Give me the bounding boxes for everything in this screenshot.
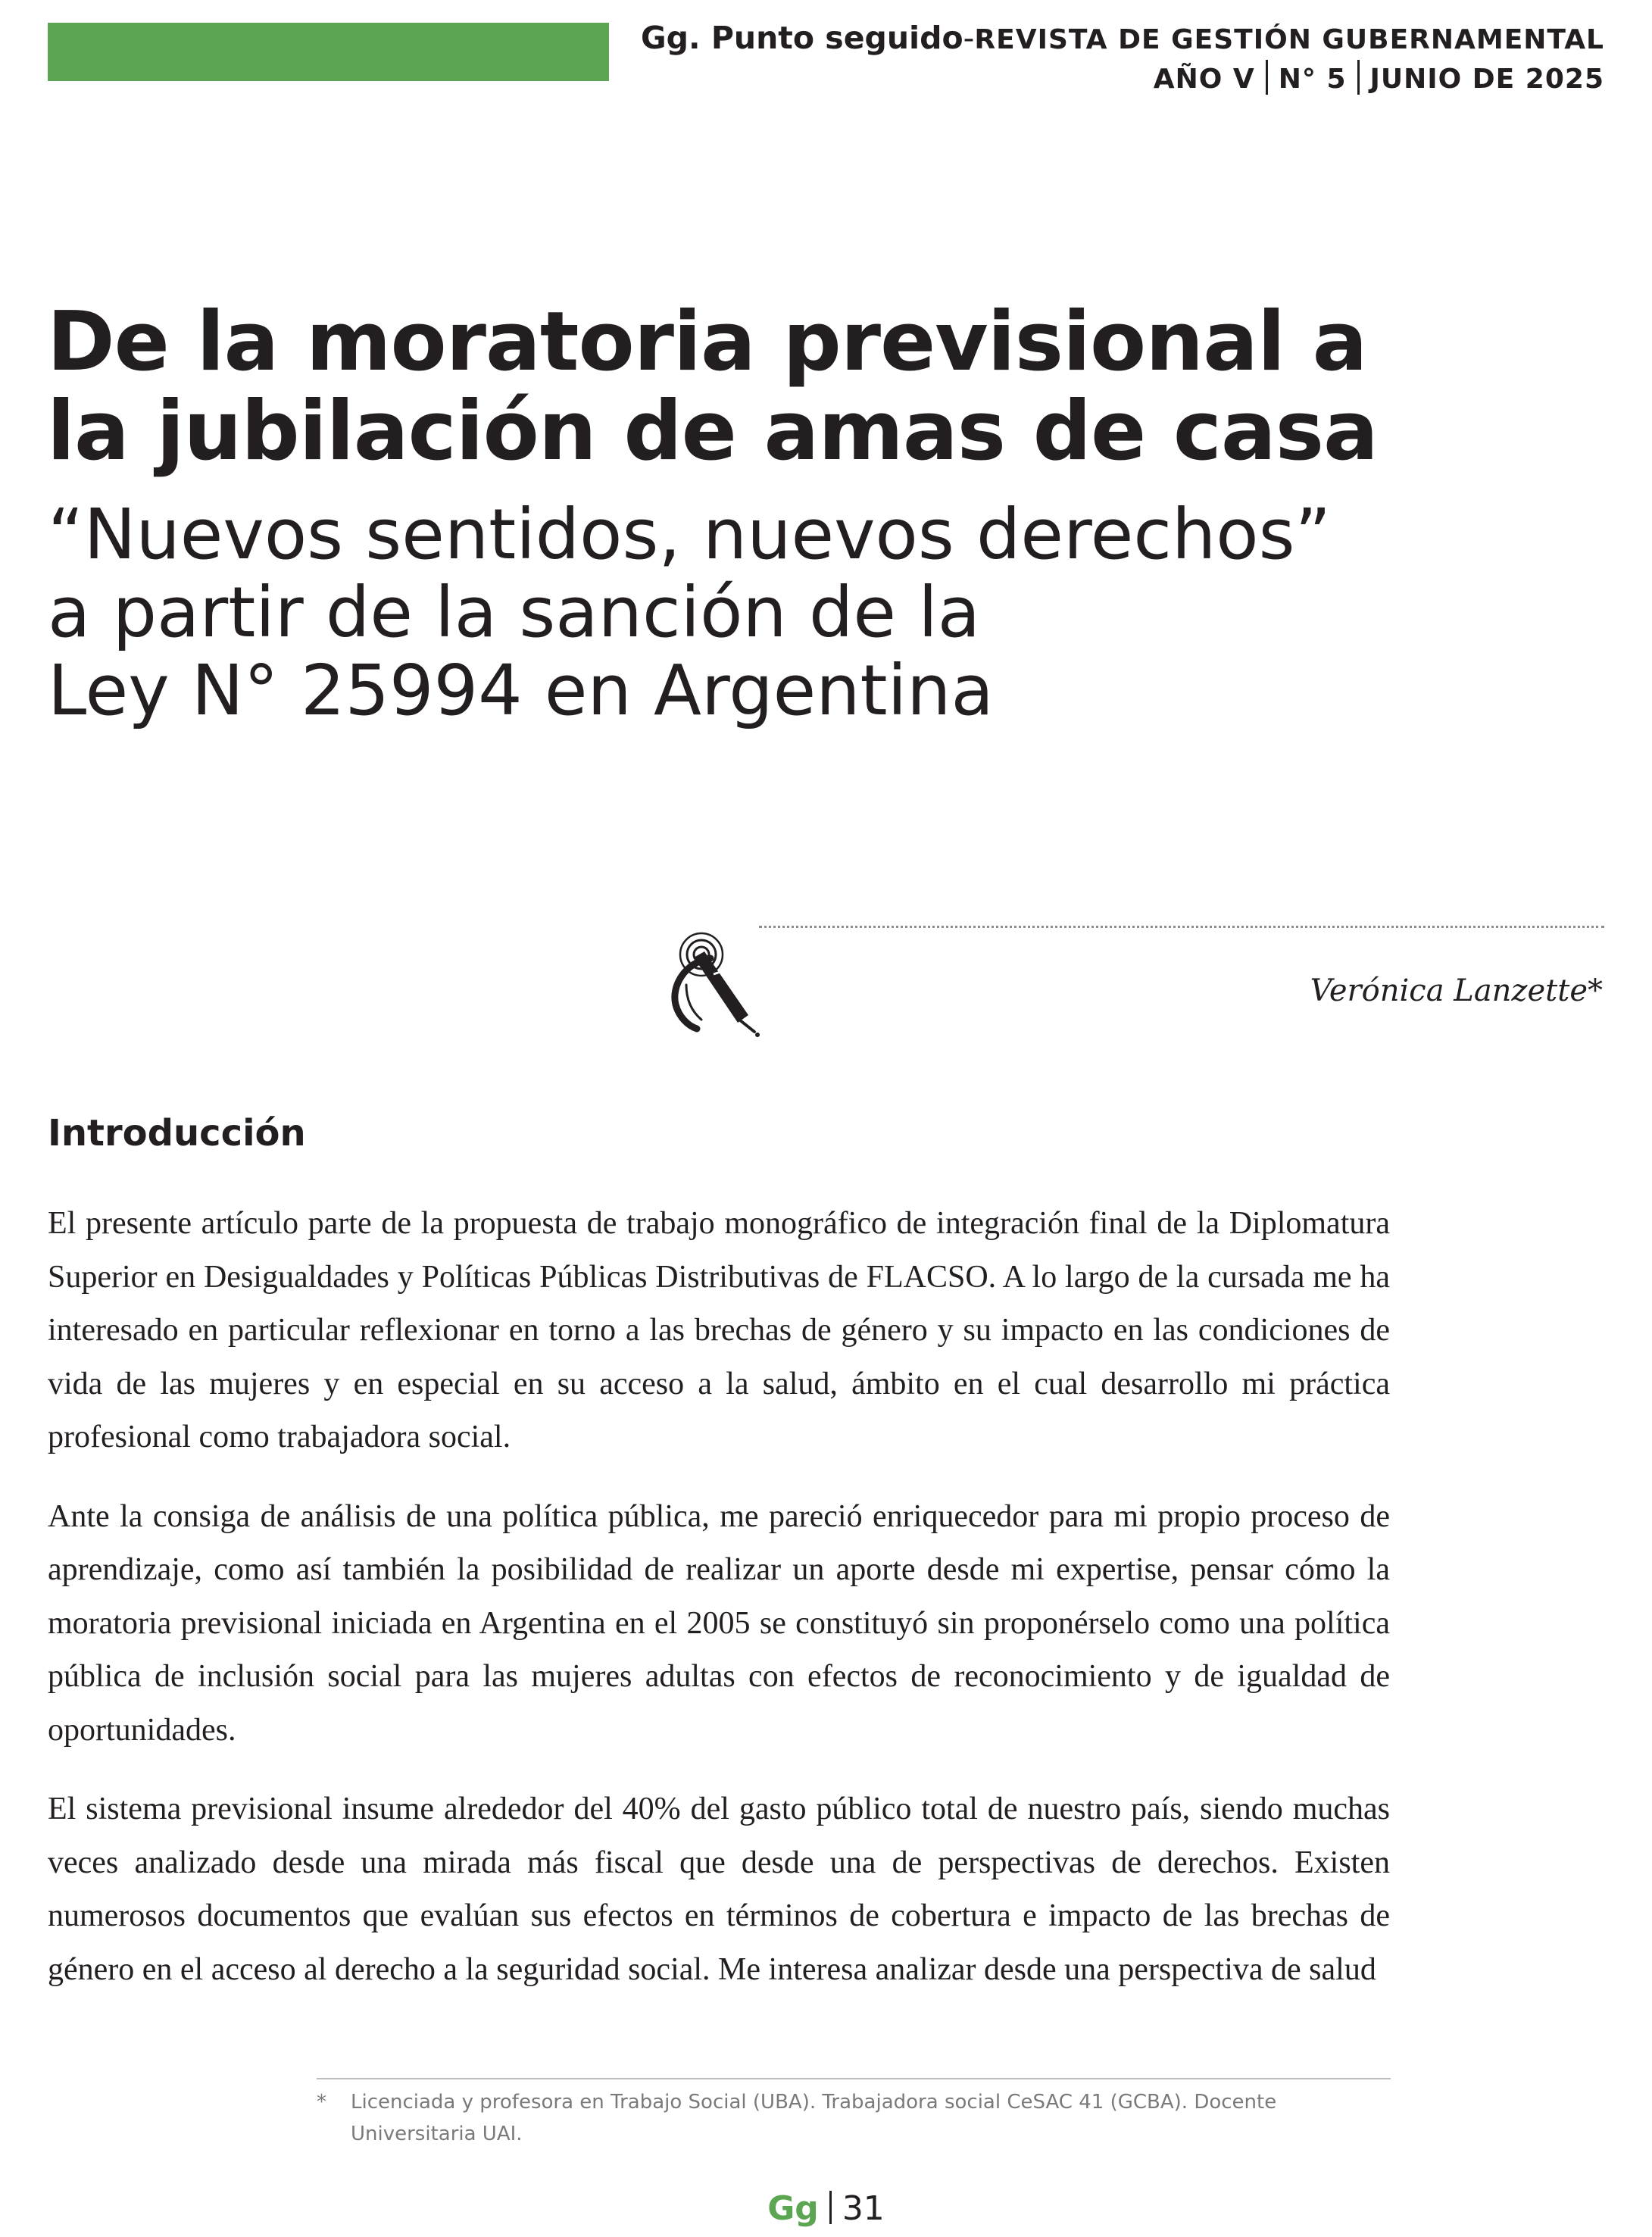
- footer-logo: Gg: [767, 2189, 819, 2228]
- header-separator: -: [963, 20, 975, 56]
- footnote-text: Licenciada y profesora en Trabajo Social (UBA). Trabajadora social CeSAC 41 (GCBA). Docente Universitaria UAI.: [351, 2091, 1277, 2145]
- article-subtitle-line: “Nuevos sentidos, nuevos derechos”: [48, 494, 1332, 575]
- header-brand: Gg. Punto seguido: [640, 20, 963, 56]
- article-title-line: De la moratoria previsional a: [47, 295, 1367, 389]
- article-subtitle-line: Ley N° 25994 en Argentina: [48, 650, 994, 731]
- footnote-marker: *: [317, 2091, 326, 2114]
- body-paragraph: El sistema previsional insume alrededor del 40% del gasto público total de nuestro país, siendo muchas veces analizado desde una mirada más fiscal que desde una de perspectivas de derechos. Existen numerosos documentos que evalúan sus efectos en términos de cobertura e impacto de las brechas de género en el acceso al derecho a la seguridad social. Me interesa analizar desde una perspectiva de salud: [48, 1792, 1390, 1987]
- header-publication-line: [641, 18, 1604, 60]
- article-title: [47, 295, 1380, 479]
- article-body: [48, 1197, 1390, 2022]
- footer-divider: [829, 2191, 832, 2224]
- body-paragraph: El presente artículo parte de la propuesta de trabajo monográfico de integración final de la Diplomatura Superior en Desigualdades y Políticas Públicas Distributivas de FLACSO. A lo largo de la cursada me ha interesado en particular reflexionar en torno a las brechas de género y su impacto en las condiciones de vida de las mujeres y en especial en su acceso a la salud, ámbito en el cual desarrollo mi práctica profesional como trabajadora social.: [48, 1206, 1390, 1454]
- header-year: AÑO V: [1153, 64, 1255, 95]
- fountain-pen-icon: [657, 926, 771, 1039]
- footnote-divider: [317, 2078, 1391, 2079]
- article-subtitle-line: a partir de la sanción de la: [48, 572, 981, 653]
- header-accent-bar: [48, 23, 609, 81]
- section-heading: Introducción: [48, 1112, 306, 1154]
- running-header: [641, 18, 1604, 98]
- header-divider: [1266, 60, 1268, 95]
- header-issue: N° 5: [1278, 64, 1347, 95]
- footnote: [317, 2086, 1391, 2150]
- article-title-line: la jubilación de amas de casa: [47, 384, 1378, 479]
- page-footer: [0, 2188, 1652, 2230]
- author-divider: [759, 926, 1604, 928]
- article-subtitle: [48, 495, 1381, 730]
- author-name: Verónica Lanzette*: [1310, 973, 1603, 1008]
- page-number: 31: [842, 2189, 885, 2228]
- header-date: JUNIO DE 2025: [1369, 64, 1604, 95]
- body-paragraph: Ante la consiga de análisis de una política pública, me pareció enriquecedor para mi propio proceso de aprendizaje, como así también la posibilidad de realizar un aporte desde mi expertise, pensar cómo la moratoria previsional iniciada en Argentina en el 2005 se constituyó sin proponérselo como una política pública de inclusión social para las mujeres adultas con efectos de reconocimiento y de igualdad de oportunidades.: [48, 1498, 1390, 1748]
- header-issue-line: [641, 60, 1604, 98]
- header-magazine: REVISTA DE GESTIÓN GUBERNAMENTAL: [974, 24, 1604, 55]
- header-divider: [1357, 60, 1360, 95]
